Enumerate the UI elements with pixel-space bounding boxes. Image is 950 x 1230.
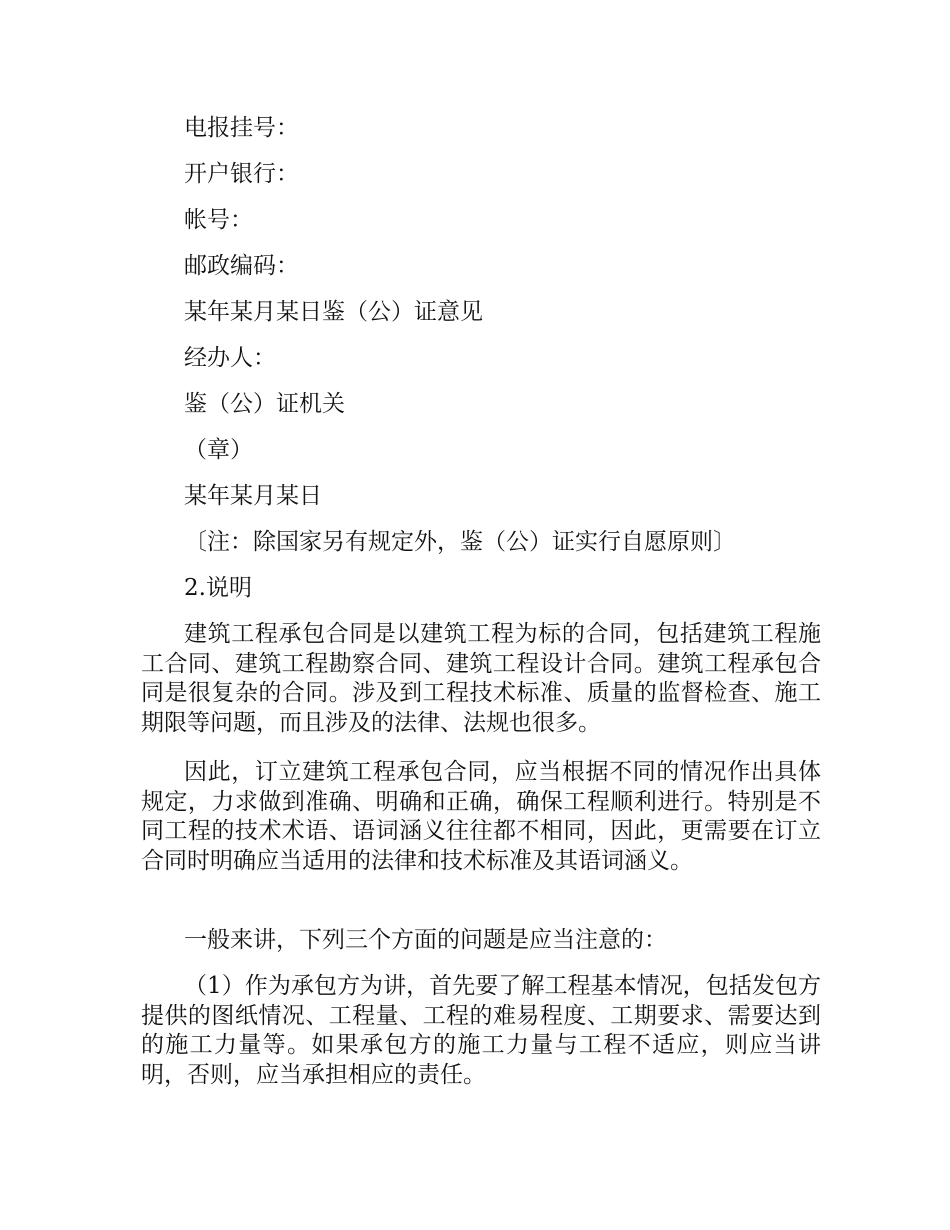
handler-line: 经办人： <box>184 345 276 371</box>
bank-line: 开户银行： <box>184 161 299 187</box>
note-line: 〔注：除国家另有规定外，鉴（公）证实行自愿原则〕 <box>184 529 736 555</box>
paragraph-therefore: 因此，订立建筑工程承包合同，应当根据不同的情况作出具体规定，力求做到准确、明确和正确，确保工程顺利进行。特别是不同工程的技术术语、语词涵义往往都不相同，因此，更需要在订立合同时明确应当适用的法律和技术标准及其语词涵义。 <box>141 759 821 874</box>
notarization-authority-line: 鉴（公）证机关 <box>184 391 345 417</box>
paragraph-item-1: （1）作为承包方为讲，首先要了解工程基本情况，包括发包方提供的图纸情况、工程量、工程的难易程度、工期要求、需要达到的施工力量等。如果承包方的施工力量与工程不适应，则应当讲明，否则，应当承担相应的责任。 <box>141 973 821 1088</box>
paragraph-intro: 建筑工程承包合同是以建筑工程为标的合同，包括建筑工程施工合同、建筑工程勘察合同、建筑工程设计合同。建筑工程承包合同是很复杂的合同。涉及到工程技术标准、质量的监督检查、施工期限等问题，而且涉及的法律、法规也很多。 <box>141 621 821 736</box>
notarization-opinion-line: 某年某月某日鉴（公）证意见 <box>184 299 483 325</box>
seal-line: （章） <box>184 437 253 463</box>
section-heading: 2.说明 <box>184 575 252 601</box>
account-line: 帐号： <box>184 207 253 233</box>
date-line: 某年某月某日 <box>184 483 322 509</box>
telegraph-line: 电报挂号： <box>184 115 299 141</box>
paragraph-general: 一般来讲，下列三个方面的问题是应当注意的： <box>184 927 667 953</box>
postcode-line: 邮政编码： <box>184 253 299 279</box>
